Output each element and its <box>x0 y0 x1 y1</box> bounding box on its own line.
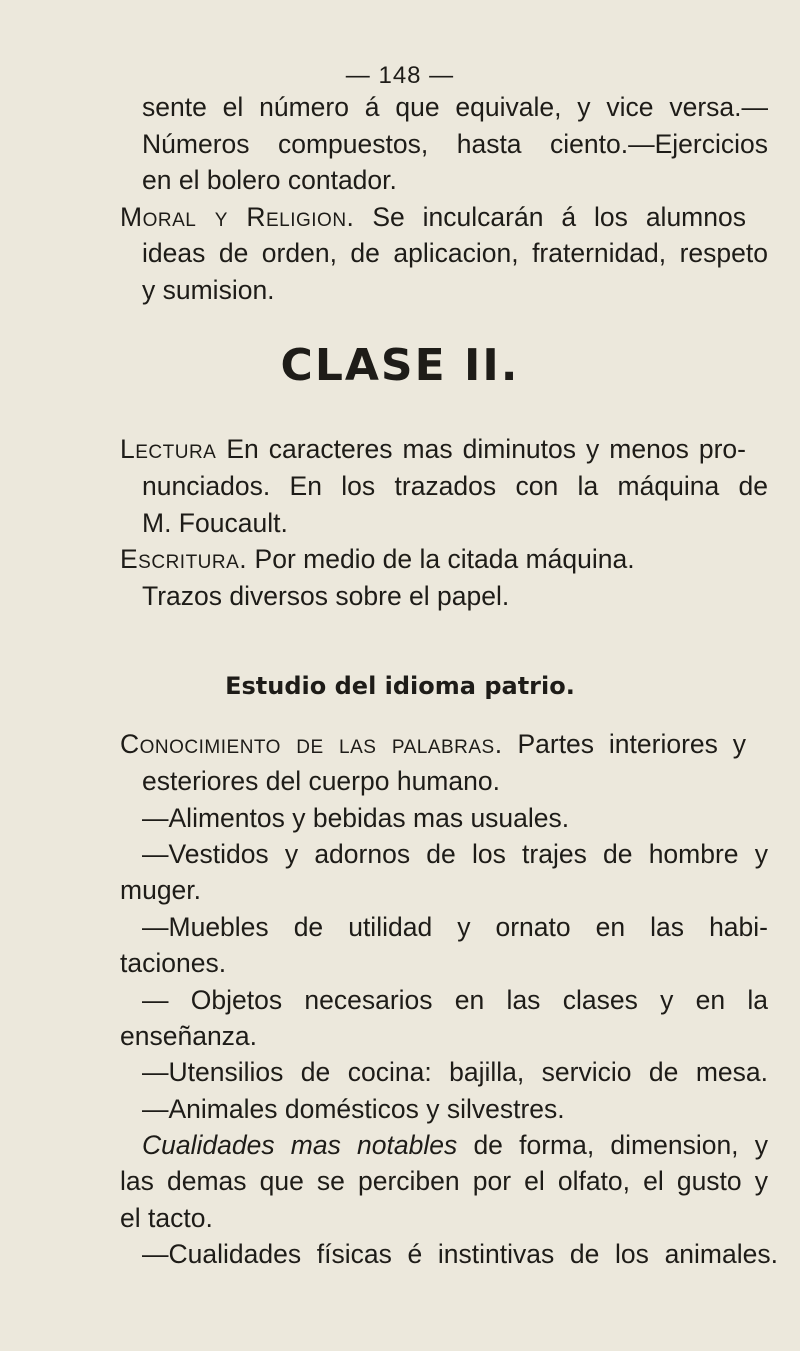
text-line: y sumision. <box>142 275 275 305</box>
moral-text: Se inculcarán á los alumnos <box>372 202 746 232</box>
text-line: Números compuestos, hasta ciento.—Ejercicios <box>142 129 768 159</box>
text-line: —Cualidades físicas é instintivas de los animales. <box>142 1239 778 1269</box>
text-line: en el bolero contador. <box>142 165 397 195</box>
conocimiento-paragraph-first-line <box>120 731 746 758</box>
text-line: sente el número á que equivale, y vice versa.— <box>142 92 768 122</box>
escritura-paragraph-first-line <box>120 546 746 573</box>
text-line: muger. <box>120 875 202 905</box>
section-heading: CLASE II. <box>280 340 520 391</box>
text-line: — Objetos necesarios en las clases y en la <box>142 985 768 1015</box>
text-line: —Vestidos y adornos de los trajes de hombre y <box>142 839 768 869</box>
subsection-heading: Estudio del idioma patrio. <box>225 672 575 700</box>
text-line: —Animales domésticos y silvestres. <box>142 1094 565 1124</box>
cualidades-text: de forma, dimension, y <box>473 1130 768 1160</box>
text-line: M. Foucault. <box>142 508 288 538</box>
text-line: el tacto. <box>120 1203 213 1233</box>
text-line: taciones. <box>120 948 227 978</box>
text-line: Trazos diversos sobre el papel. <box>142 581 510 611</box>
escritura-term: Escritura. <box>120 544 248 574</box>
cualidades-paragraph-first-line <box>142 1132 768 1159</box>
cualidades-term: Cualidades mas notables <box>142 1130 458 1160</box>
conocimiento-term: Conocimiento de las palabras. <box>120 729 503 759</box>
escritura-text: Por medio de la citada máquina. <box>254 544 635 574</box>
moral-term: Moral y Religion. <box>120 202 355 232</box>
page-number: — 148 — <box>345 62 455 89</box>
text-line: nunciados. En los trazados con la máquina de <box>142 471 768 501</box>
lectura-paragraph-first-line <box>120 436 746 463</box>
lectura-term: Lectura <box>120 434 217 464</box>
text-line: esteriores del cuerpo humano. <box>142 766 500 796</box>
moral-paragraph-first-line <box>120 204 746 231</box>
text-line: —Alimentos y bebidas mas usuales. <box>142 803 570 833</box>
lectura-text: En caracteres mas diminutos y menos pro- <box>226 434 746 464</box>
text-line: enseñanza. <box>120 1021 258 1051</box>
text-line: —Utensilios de cocina: bajilla, servicio de mesa. <box>142 1057 768 1087</box>
text-line: —Muebles de utilidad y ornato en las habi- <box>142 912 768 942</box>
conocimiento-text: Partes interiores y <box>517 729 746 759</box>
text-line: ideas de orden, de aplicacion, fraternidad, respeto <box>142 238 768 268</box>
text-line: las demas que se perciben por el olfato, el gusto y <box>120 1166 768 1196</box>
